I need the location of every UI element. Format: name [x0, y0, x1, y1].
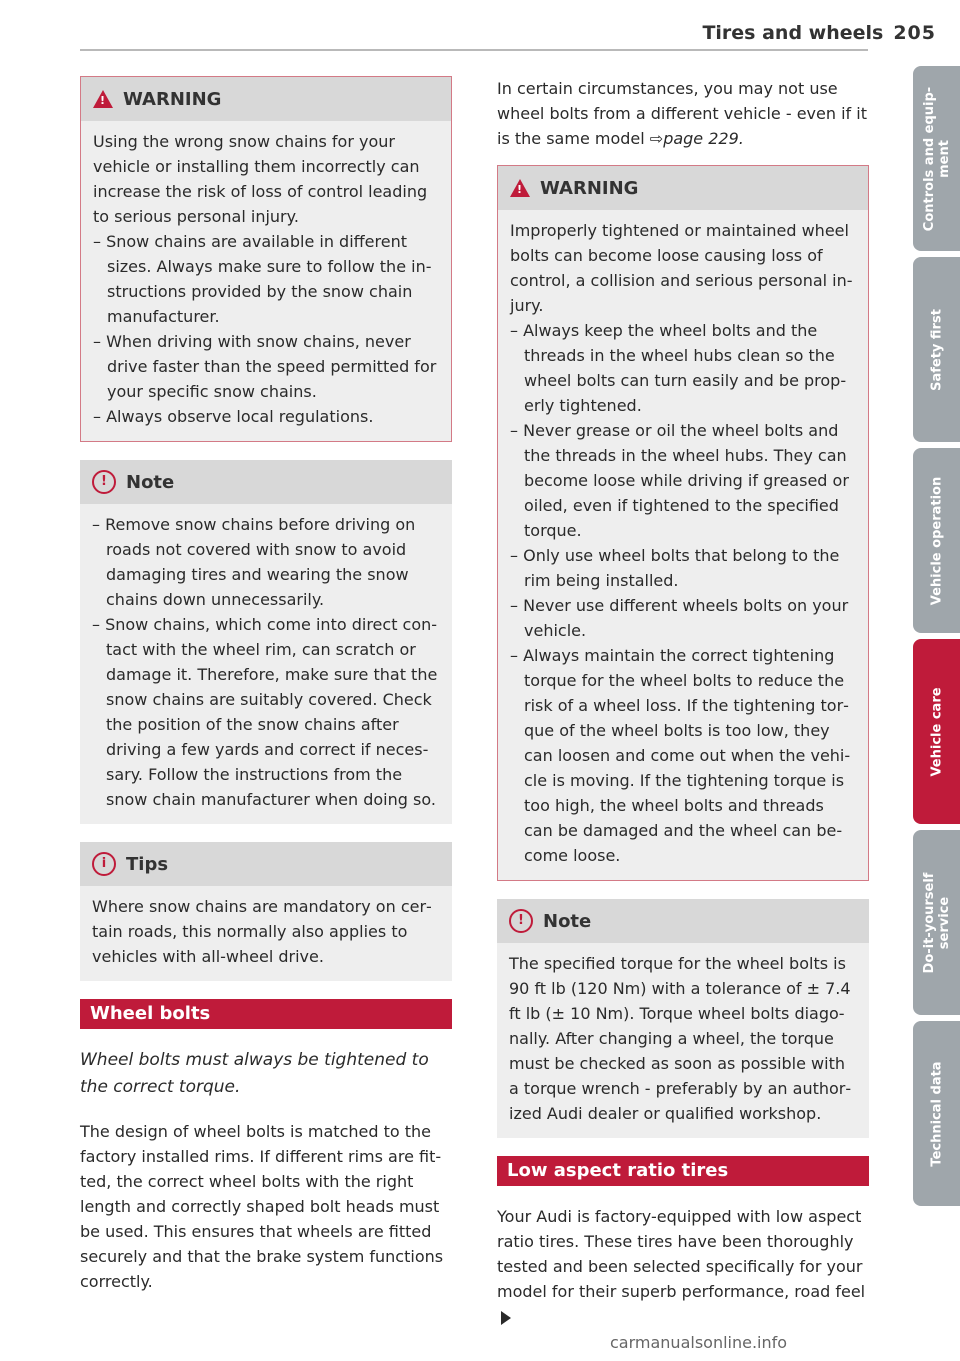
right-intro: [497, 76, 869, 151]
tab-label: Vehicle care: [929, 686, 944, 777]
warning-list: [510, 318, 856, 868]
note-box-snow-chains: [80, 460, 452, 824]
note-body: [497, 943, 869, 1138]
note-title: Note: [543, 910, 592, 932]
section-body: [497, 1204, 869, 1329]
chapter-tabs: [913, 66, 960, 1212]
tips-body: [80, 886, 452, 981]
section-heading-wheel-bolts: Wheel bolts: [80, 999, 452, 1029]
left-column: [80, 76, 452, 1308]
warning-body: [81, 121, 451, 441]
warning-triangle-icon: !: [510, 179, 530, 197]
tab-label: Vehicle operation: [929, 476, 944, 605]
warning-triangle-icon: !: [93, 90, 113, 108]
warning-header: [498, 166, 868, 210]
warning-item: – Always keep the wheel bolts and the threads in the wheel hubs clean so the wheel bolts can turn easily and be properly tightened.: [510, 318, 856, 418]
note-exclamation-icon: !: [509, 909, 533, 933]
page-reference-link[interactable]: ⇨page 229.: [649, 129, 744, 148]
warning-body: [498, 210, 868, 880]
note-text: The specified torque for the wheel bolts is 90 ft lb (120 Nm) with a tolerance of ± 7.4 ft lb (± 10 Nm). Torque wheel bolts diagonally. After changing a wheel, the torque must be checked as soon as possible with a torque wrench - preferably by an authorized Audi dealer or qualified workshop.: [509, 954, 852, 1123]
tab-safety[interactable]: [913, 257, 960, 442]
tab-vehicle-care[interactable]: [913, 639, 960, 824]
warning-item: – Never grease or oil the wheel bolts and the threads in the wheel hubs. They can become loose while driving if greased or oiled, even if tightened to the specified torque.: [510, 418, 856, 543]
note-list: [92, 512, 440, 812]
note-item: – Snow chains, which come into direct contact with the wheel rim, can scratch or damage it. Therefore, make sure that the snow chains are suitably covered. Check the position of the snow chains after driving a few yards and correct if necessary. Follow the instructions from the snow chain manufacturer when doing so.: [92, 612, 440, 812]
watermark: carmanualsonline.info: [610, 1333, 788, 1352]
tab-label: Controls and equip- ment: [921, 86, 952, 231]
chapter-title: Tires and wheels: [702, 22, 884, 44]
page-number: 205: [893, 22, 936, 44]
note-header: [80, 460, 452, 504]
right-intro-text: In certain circumstances, you may not use wheel bolts from a different vehicle - even if it is the same model: [497, 79, 867, 148]
tab-technical-data[interactable]: [913, 1021, 960, 1206]
note-box-torque: [497, 899, 869, 1138]
section-body: The design of wheel bolts is matched to the factory installed rims. If different rims are fitted, the correct wheel bolts with the right length and correctly shaped bolt heads must be used. This ensures that wheels are fitted securely and that the brake system functions correctly.: [80, 1122, 444, 1291]
section-heading-low-aspect: Low aspect ratio tires: [497, 1156, 869, 1186]
tips-box: [80, 842, 452, 981]
warning-intro: Using the wrong snow chains for your vehicle or installing them incorrectly can increase the risk of loss of control leading to serious personal injury.: [93, 132, 428, 226]
tips-text: Where snow chains are mandatory on certain roads, this normally also applies to vehicles with all-wheel drive.: [92, 897, 432, 966]
warning-box-wheel-bolts: [497, 165, 869, 881]
tips-header: [80, 842, 452, 886]
tab-label: Safety first: [929, 308, 944, 391]
warning-header: [81, 77, 451, 121]
tips-title: Tips: [126, 853, 169, 875]
tab-controls[interactable]: [913, 66, 960, 251]
warning-box-snow-chains: [80, 76, 452, 442]
warning-item: – Always observe local regulations.: [93, 404, 439, 429]
right-column: [497, 76, 869, 1343]
running-head: [560, 22, 936, 44]
warning-intro: Improperly tightened or maintained wheel bolts can become loose causing loss of control, a collision and serious personal injury.: [510, 221, 853, 315]
tab-diy-service[interactable]: [913, 830, 960, 1015]
warning-list: [93, 229, 439, 429]
section-intro: Wheel bolts must always be tightened to the correct torque.: [80, 1050, 429, 1097]
note-item: – Remove snow chains before driving on roads not covered with snow to avoid damaging tires and wearing the snow chains down unnecessarily.: [92, 512, 440, 612]
section-body-text: Your Audi is factory-equipped with low aspect ratio tires. These tires have been thoroughly tested and been selected specifically for your model for their superb performance, road feel: [497, 1207, 866, 1301]
tab-vehicle-operation[interactable]: [913, 448, 960, 633]
info-icon: i: [92, 852, 116, 876]
warning-item: – Snow chains are available in different sizes. Always make sure to follow the instructions provided by the snow chain manufacturer.: [93, 229, 439, 329]
header-rule: [80, 49, 868, 51]
warning-title: WARNING: [540, 177, 639, 199]
tab-label: Do-it-yourself service: [921, 872, 952, 973]
warning-item: – When driving with snow chains, never drive faster than the speed permitted for your specific snow chains.: [93, 329, 439, 404]
tab-label: Technical data: [929, 1060, 944, 1167]
note-title: Note: [126, 471, 175, 493]
note-header: [497, 899, 869, 943]
warning-item: – Never use different wheels bolts on your vehicle.: [510, 593, 856, 643]
continue-arrow-icon: [501, 1311, 511, 1325]
warning-item: – Only use wheel bolts that belong to the rim being installed.: [510, 543, 856, 593]
warning-item: – Always maintain the correct tightening torque for the wheel bolts to reduce the risk of a wheel loss. If the tightening torque of the wheel bolts is too low, they can loosen and come out when the vehicle is moving. If the tightening torque is too high, the wheel bolts and threads can be damaged and the wheel can become loose.: [510, 643, 856, 868]
warning-title: WARNING: [123, 88, 222, 110]
note-exclamation-icon: !: [92, 470, 116, 494]
note-body: [80, 504, 452, 824]
